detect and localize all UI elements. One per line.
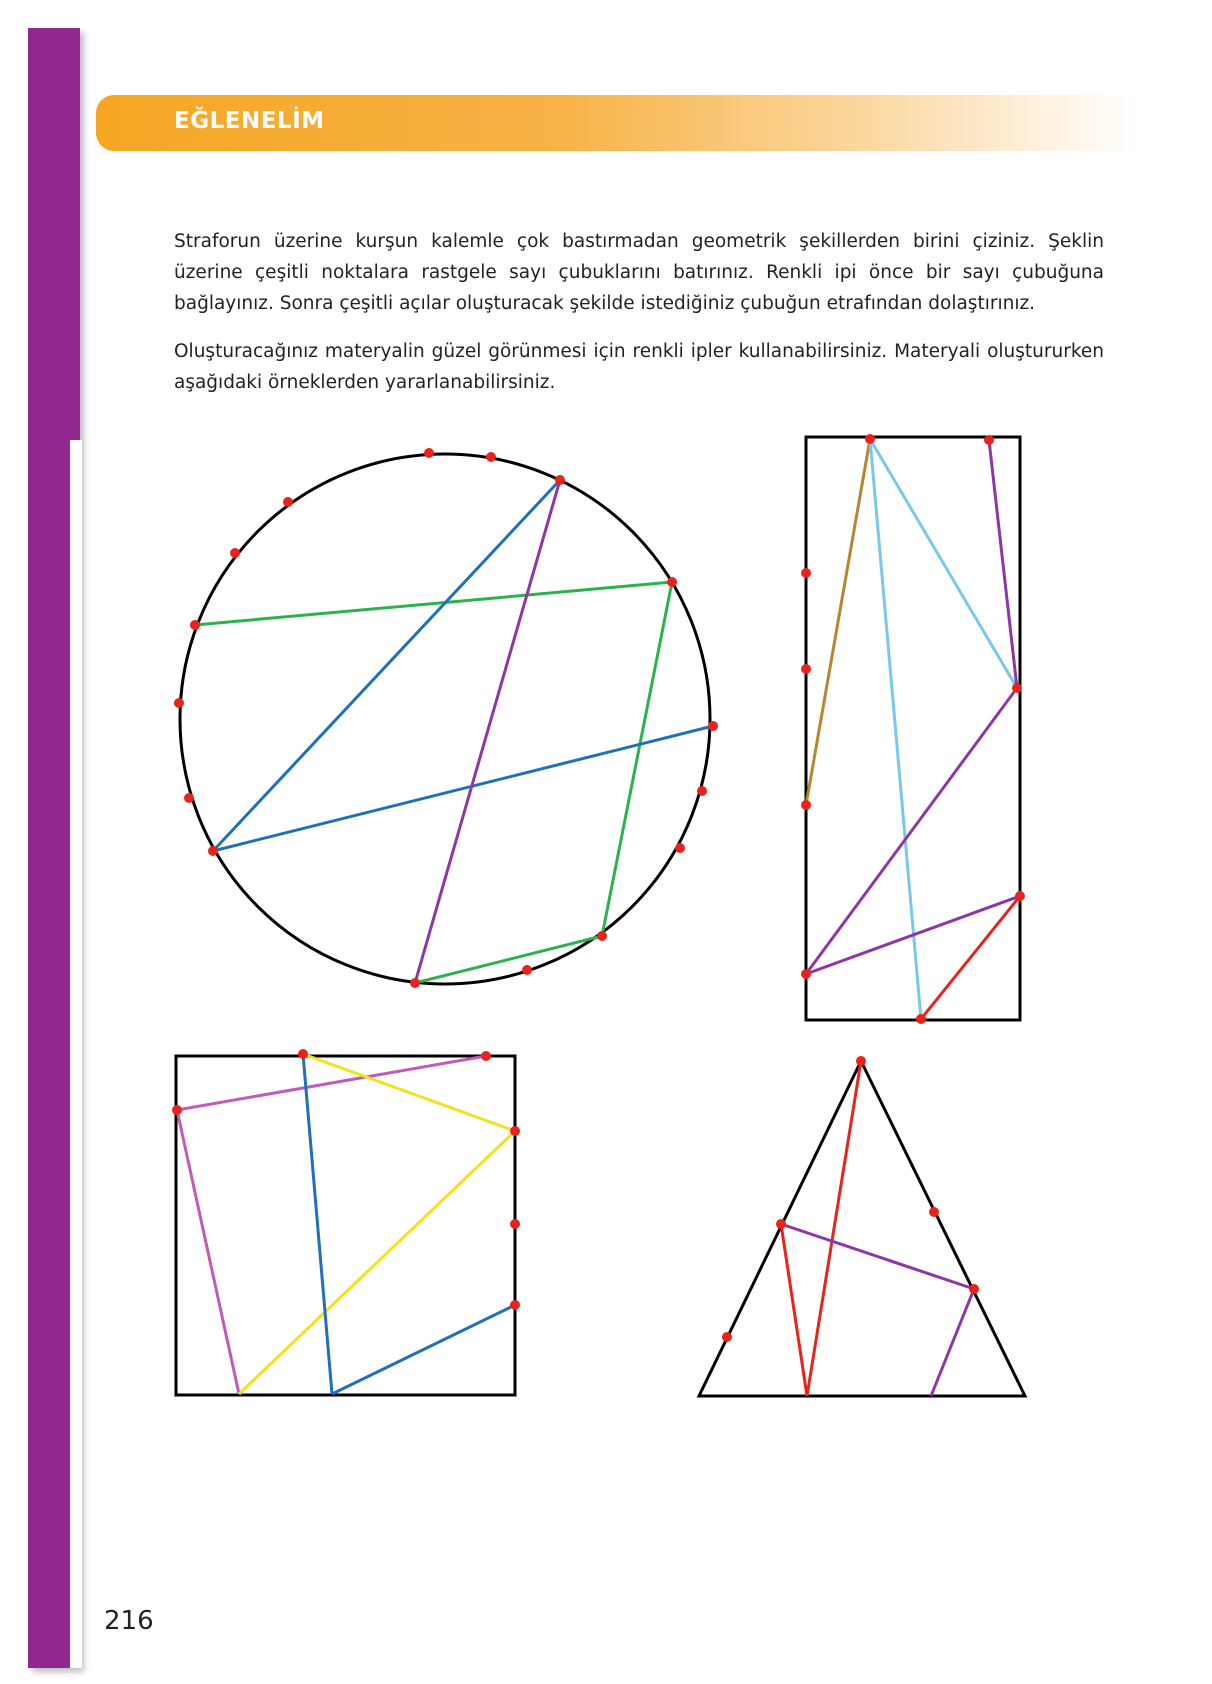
- pin: [801, 800, 811, 810]
- pin: [929, 1207, 939, 1217]
- triangle-string-purple: [931, 1289, 974, 1396]
- pin: [916, 1014, 926, 1024]
- rectangle-string-purple: [806, 688, 1017, 974]
- pin: [208, 846, 218, 856]
- rectangle-figure: [801, 434, 1025, 1024]
- triangle-outline: [699, 1061, 1025, 1396]
- pin: [184, 793, 194, 803]
- pin: [776, 1219, 786, 1229]
- pin: [697, 786, 707, 796]
- pin: [230, 548, 240, 558]
- pin: [969, 1284, 979, 1294]
- square-pins: [172, 1049, 520, 1310]
- rectangle-string-gold: [806, 439, 870, 805]
- pin: [172, 1105, 182, 1115]
- pin: [486, 452, 496, 462]
- pin: [190, 620, 200, 630]
- section-title: EĞLENELİM: [174, 108, 325, 134]
- instruction-paragraph-2: Oluşturacağınız materyalin güzel görünmesi için renkli ipler kullanabilirsiniz. Materyali oluştururken aşağıdaki örneklerden yararlanabilirsiniz.: [174, 341, 1104, 393]
- pin: [667, 577, 677, 587]
- rectangle-string-light-blue: [870, 439, 1017, 688]
- pin: [865, 434, 875, 444]
- triangle-string-red: [781, 1224, 807, 1396]
- pin: [510, 1126, 520, 1136]
- circle-string-blue: [213, 726, 713, 851]
- square-string-yellow: [239, 1131, 515, 1394]
- pin: [708, 721, 718, 731]
- circle-figure: [174, 448, 718, 988]
- square-string-blue: [303, 1054, 332, 1394]
- instruction-paragraph-1: Straforun üzerine kurşun kalemle çok bastırmadan geometrik şekillerden birini çiziniz. Şeklin üzerine çeşitli noktalara rastgele sayı çubuklarını batırınız. Renkli ipi önce bir sayı çubuğuna bağlayınız. Sonra çeşitli açılar oluşturacak şekilde istediğiniz çubuğun etrafından dolaştırınız.: [174, 231, 1104, 314]
- pin: [522, 965, 532, 975]
- pin: [510, 1219, 520, 1229]
- triangle-pins: [722, 1056, 979, 1342]
- square-string-pink: [177, 1110, 239, 1394]
- square-string-blue: [332, 1305, 515, 1394]
- pin: [801, 568, 811, 578]
- rectangle-string-purple: [989, 440, 1017, 688]
- pin: [856, 1056, 866, 1066]
- pin: [1012, 683, 1022, 693]
- rectangle-string-light-blue: [870, 439, 921, 1019]
- triangle-string-red: [807, 1061, 861, 1396]
- pin: [510, 1300, 520, 1310]
- pin: [283, 497, 293, 507]
- pin: [298, 1049, 308, 1059]
- circle-pins: [174, 448, 718, 988]
- pin: [174, 698, 184, 708]
- pin: [801, 969, 811, 979]
- square-figure: [172, 1049, 520, 1395]
- pin: [410, 978, 420, 988]
- square-string-yellow: [303, 1054, 515, 1131]
- circle-outline: [180, 454, 710, 984]
- pin: [801, 664, 811, 674]
- circle-string-green: [195, 582, 672, 625]
- page-number: 216: [104, 1606, 154, 1636]
- pin: [984, 435, 994, 445]
- pin: [1015, 891, 1025, 901]
- pin: [722, 1332, 732, 1342]
- triangle-figure: [699, 1056, 1025, 1396]
- pin: [555, 475, 565, 485]
- pin: [597, 931, 607, 941]
- pin: [481, 1051, 491, 1061]
- circle-string-green: [602, 582, 672, 936]
- pin: [424, 448, 434, 458]
- pin: [675, 843, 685, 853]
